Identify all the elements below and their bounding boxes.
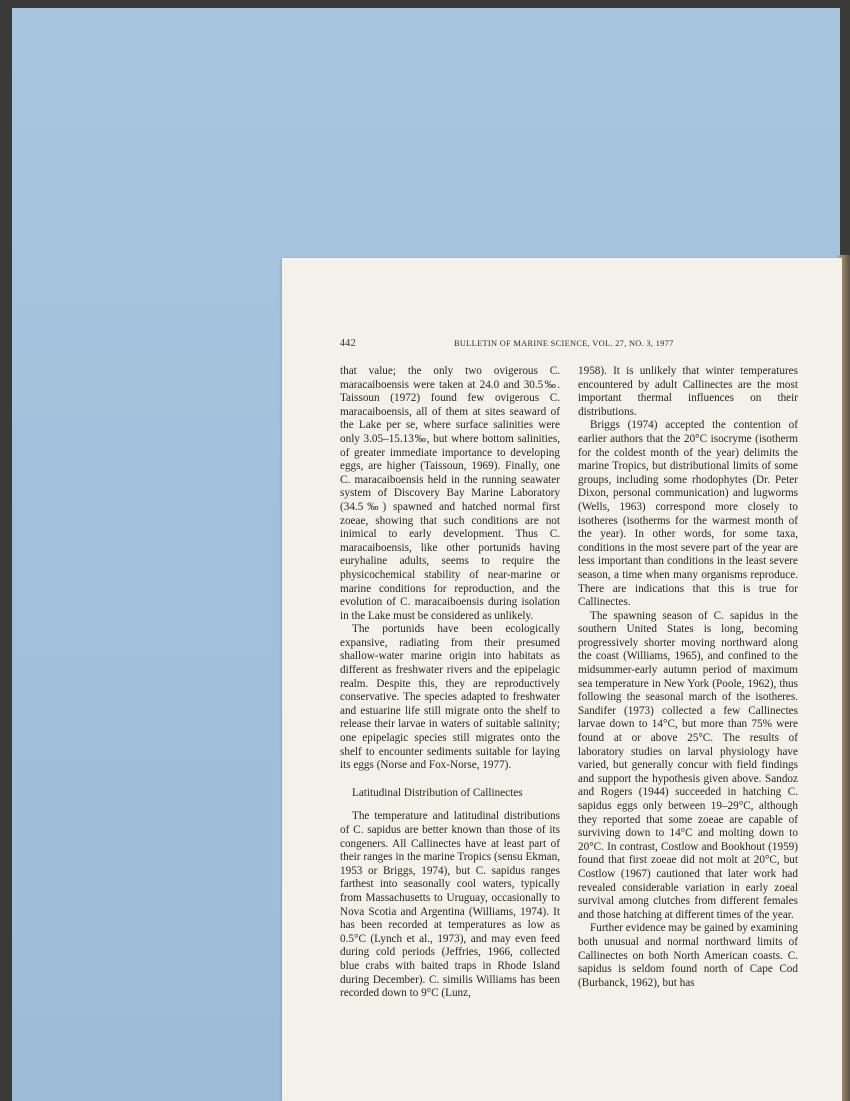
paragraph: Briggs (1974) accepted the contention of earlier authors that the 20°C isocryme (isotherm for the coldest month of the year) delimits the marine Tropics, but distributional limits of some groups, including some rhodophytes (Dr. Peter Dixon, personal communication) and lugworms (Wells, 1963) correspond more closely to isotheres (isotherms for the warmest month of the year). In other words, for some taxa, conditions in the most severe part of the year are less important than conditions in the least severe season, a time when many organisms reproduce. There are indications that this is true for Callinectes. xyxy=(578,419,798,609)
journal-title: BULLETIN OF MARINE SCIENCE, VOL. 27, NO. 3, 1977 xyxy=(454,339,674,348)
paragraph: The portunids have been ecologically expansive, radiating from their presumed shallow-water marine origin into habitats as different as freshwater rivers and the epipelagic realm. Despite this, they are reproductively conservative. The species adapted to freshwater and estuarine life still migrate onto the shelf to release their larvae in waters of suitable salinity; one epipelagic species still migrates onto the shelf to encounter sediments suitable for laying its eggs (Norse and Fox-Norse, 1977). xyxy=(340,623,560,772)
section-heading: Latitudinal Distribution of Callinectes xyxy=(352,786,523,799)
left-column xyxy=(340,365,560,1001)
running-head xyxy=(340,338,800,352)
paragraph: 1958). It is unlikely that winter temperatures encountered by adult Callinectes are the most important thermal influences on their distributions. xyxy=(578,365,798,418)
paragraph: that value; the only two ovigerous C. maracaiboensis were taken at 24.0 and 30.5‰. Taissoun (1972) found few ovigerous C. maracaiboensis, all of them at sites seaward of the Lake per se, where surface salinities were only 3.05–15.13‰, but where bottom salinities, of greater immediate importance to developing eggs, are higher (Taissoun, 1969). Finally, one C. maracaiboensis held in the running seawater system of Discovery Bay Marine Laboratory (34.5‰) spawned and hatched normal first zoeae, showing that such conditions are not inimical to early development. Thus C. maracaiboensis, like other portunids having euryhaline adults, seems to require the physicochemical stability of near-marine or marine conditions for reproduction, and the evolution of C. maracaiboensis during isolation in the Lake must be considered as unlikely. xyxy=(340,365,560,622)
paragraph: Further evidence may be gained by examining both unusual and normal northward limits of Callinectes on both North American coasts. C. sapidus is seldom found north of Cape Cod (Burbanck, 1962), but has xyxy=(578,922,798,989)
paragraph: The temperature and latitudinal distributions of C. sapidus are better known than those of its congeners. All Callinectes have at least part of their ranges in the marine Tropics (sensu Ekman, 1953 or Briggs, 1974), but C. sapidus ranges farthest into seasonally cool waters, typically from Massachusetts to Uruguay, occasionally to Nova Scotia and Argentina (Williams, 1974). It has been recorded at temperatures as low as 0.5°C (Lynch et al., 1973), and may even feed during cold periods (Jeffries, 1966, collected blue crabs with baited traps in Rhode Island during December). C. similis Williams has been recorded down to 9°C (Lunz, xyxy=(340,810,560,1000)
paragraph: The spawning season of C. sapidus in the southern United States is long, becoming progressively shorter moving northward along the coast (Williams, 1965), and confined to the midsummer-early autumn period of maximum sea temperature in New York (Poole, 1962), thus following the seasonal march of the isotheres. Sandifer (1973) collected a few Callinectes larvae down to 14°C, but more than 75% were found at or above 25°C. The results of laboratory studies on larval physiology have varied, but generally concur with field findings and support the hypothesis given above. Sandoz and Rogers (1944) succeeded in hatching C. sapidus eggs only between 19–29°C, although they reported that some zoeae are capable of surviving down to 14°C and molting down to 20°C. In contrast, Costlow and Bookhout (1959) found that first zoeae did not molt at 20°C, but Costlow (1967) cautioned that later work had revealed considerable variation in early zoeal survival among clutches from different females and those hatching at different times of the year. xyxy=(578,609,798,921)
page-number: 442 xyxy=(340,338,356,349)
journal-page xyxy=(282,258,842,1101)
right-column xyxy=(578,365,798,990)
